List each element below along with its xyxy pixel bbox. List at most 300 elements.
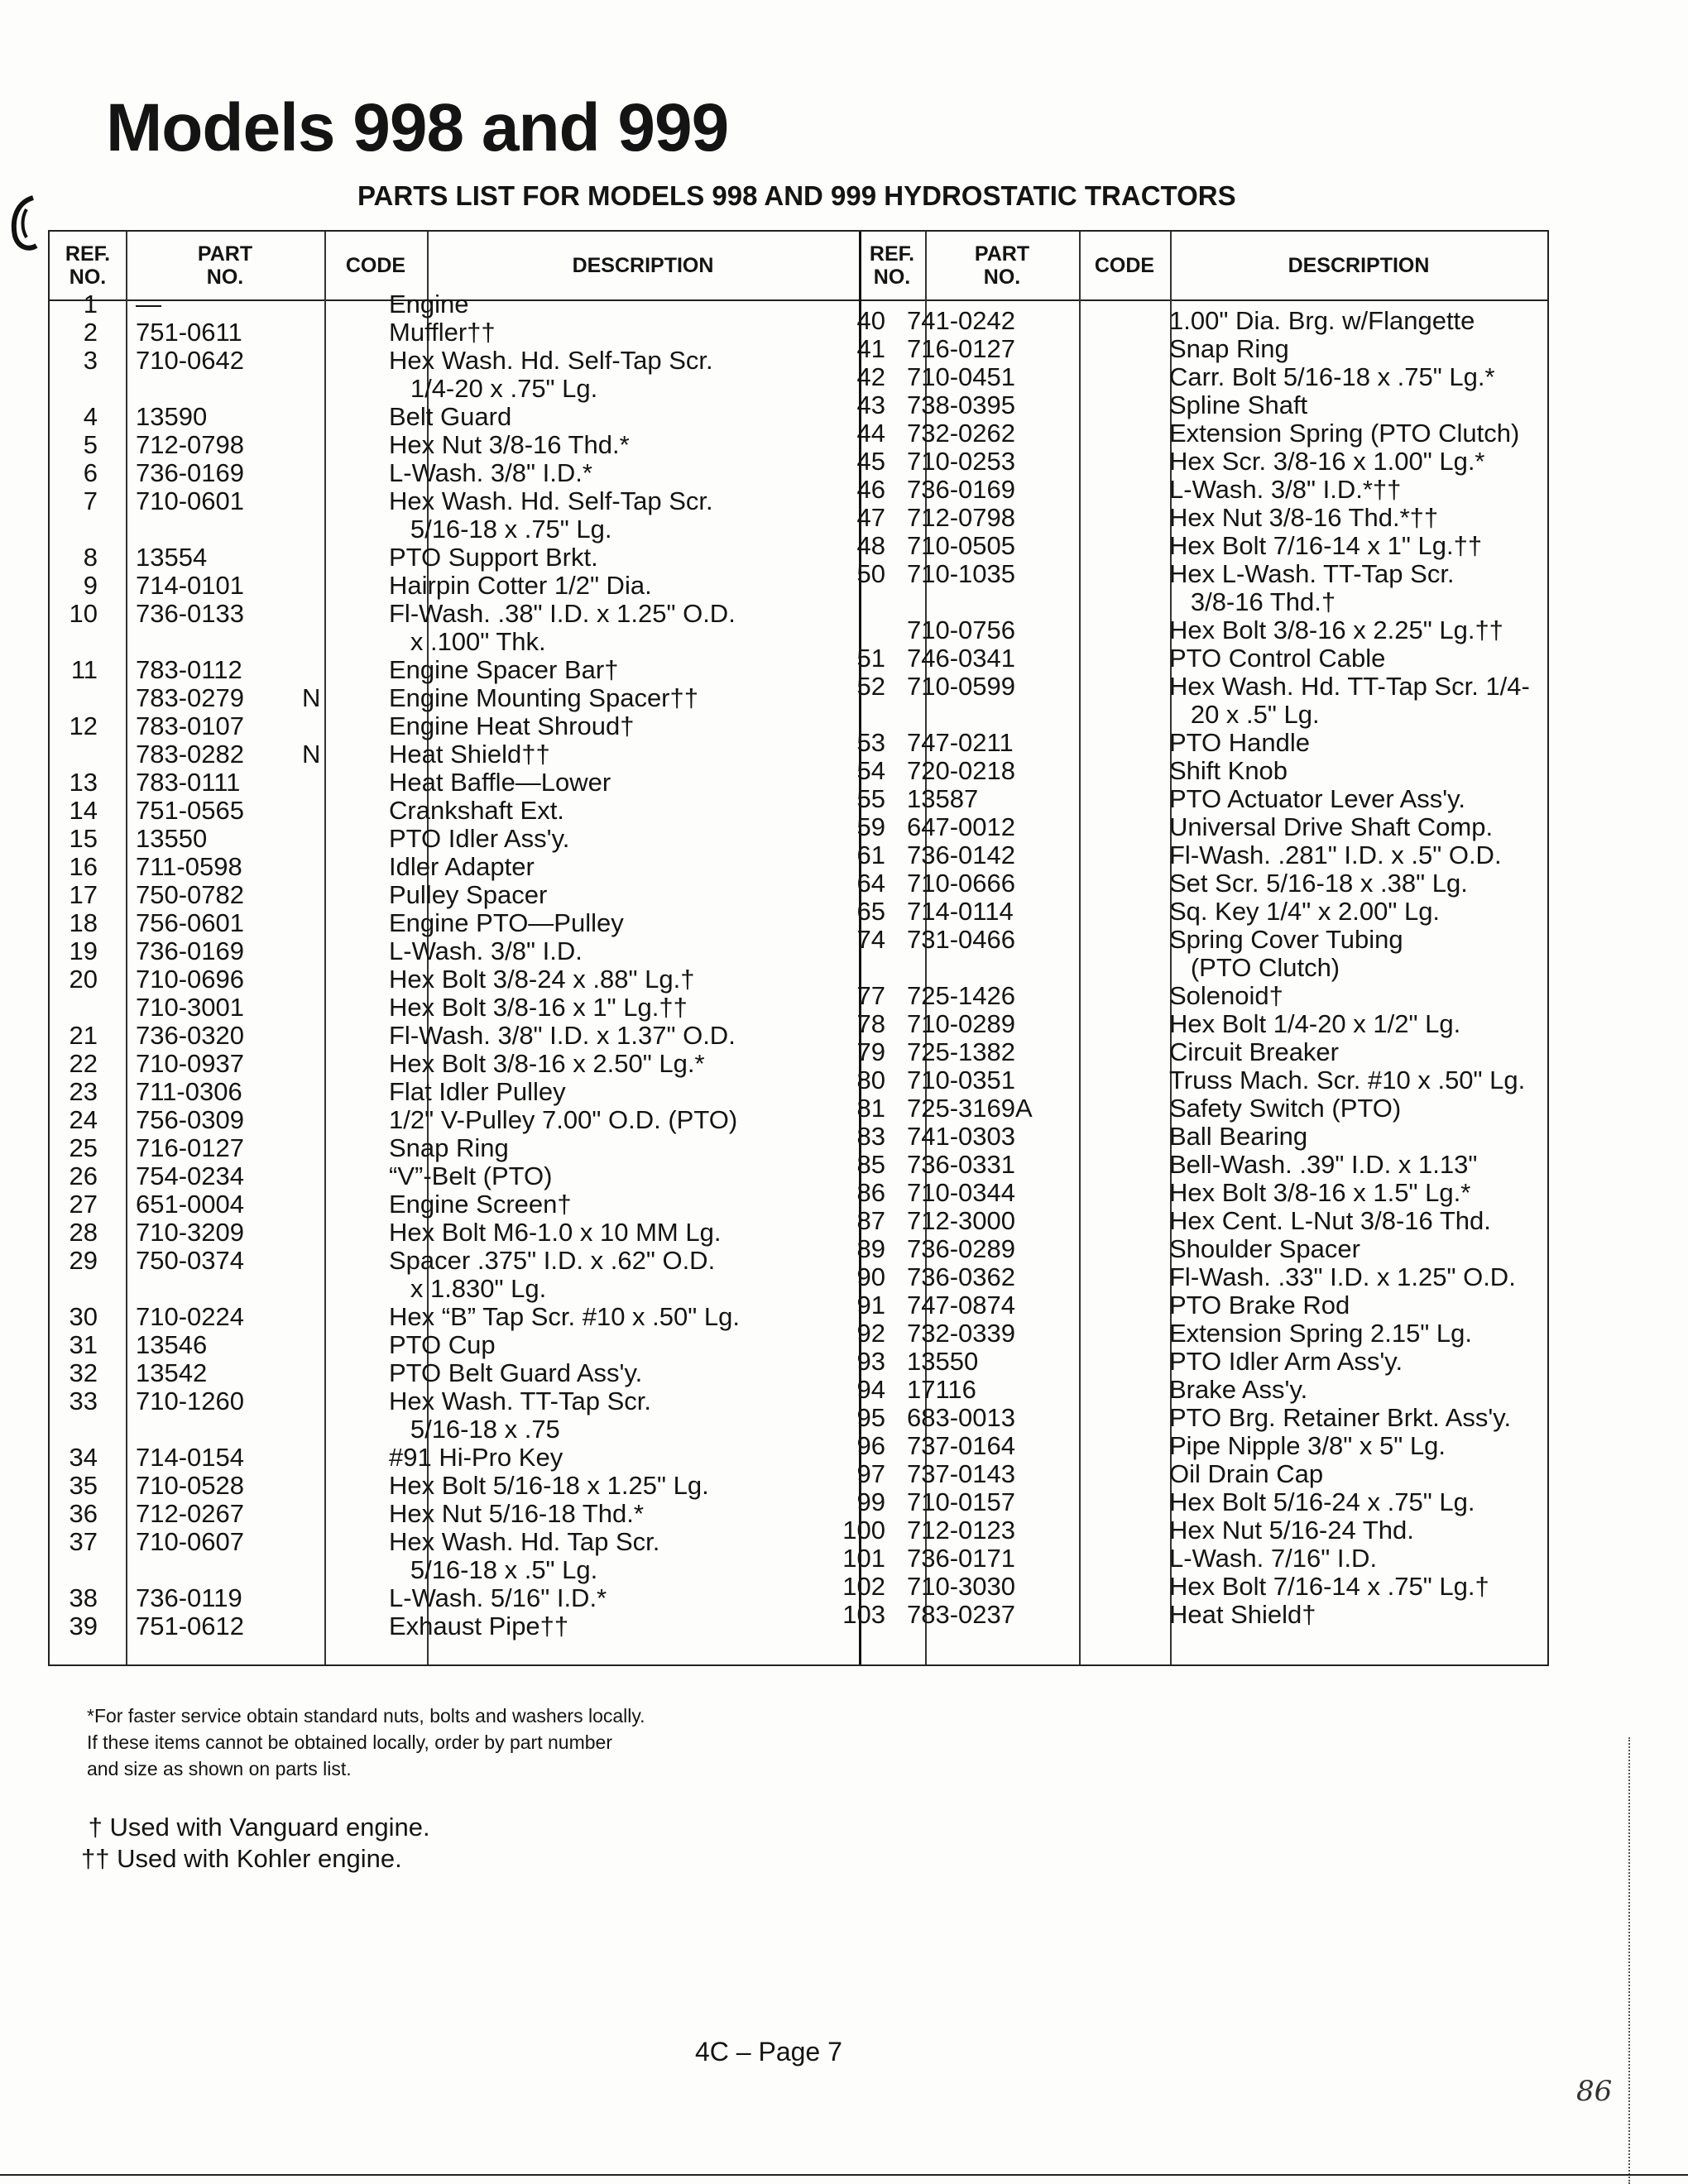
ref-number: 7 (83, 486, 98, 515)
ref-number: 53 (856, 728, 885, 757)
ref-number: 37 (69, 1527, 98, 1556)
bottom-rule (0, 2174, 1688, 2176)
description: Sq. Key 1/4" x 2.00" Lg. (1169, 897, 1441, 926)
description: Muffler†† (389, 318, 496, 347)
description: PTO Brg. Retainer Brkt. Ass'y. (1169, 1403, 1512, 1432)
table-row (809, 306, 1547, 334)
part-number: 13590 (136, 402, 208, 431)
description: 20 x .5" Lg. (1169, 700, 1320, 729)
part-number: 750-0782 (136, 880, 245, 909)
ref-number: 28 (69, 1218, 98, 1247)
ref-number: 13 (69, 768, 98, 797)
description: 5/16-18 x .75 (389, 1415, 560, 1444)
part-number: 710-0937 (136, 1049, 245, 1078)
description: Engine Screen† (389, 1190, 572, 1219)
table-row (50, 1527, 809, 1555)
description: PTO Idler Ass'y. (389, 824, 570, 853)
part-number: 741-0242 (907, 306, 1016, 335)
table-row (809, 1431, 1547, 1459)
description: Heat Shield† (1169, 1600, 1316, 1629)
part-number: 783-0112 (136, 655, 242, 684)
part-number: 737-0164 (907, 1431, 1016, 1460)
handwritten-page-mark: 86 (1576, 2075, 1613, 2108)
ref-number: 44 (856, 419, 885, 448)
page-number: 4C – Page 7 (695, 2037, 842, 2067)
description: Hex Wash. Hd. TT-Tap Scr. 1/4- (1169, 672, 1530, 701)
description: PTO Belt Guard Ass'y. (389, 1358, 643, 1387)
part-number: 736-0119 (136, 1583, 242, 1612)
table-row (809, 1516, 1547, 1544)
description: Truss Mach. Scr. #10 x .50" Lg. (1169, 1066, 1526, 1094)
description: Extension Spring 2.15" Lg. (1169, 1319, 1473, 1348)
header-code-left: CODE (345, 254, 406, 277)
description: Set Scr. 5/16-18 x .38" Lg. (1169, 869, 1468, 898)
ref-number: 97 (856, 1459, 885, 1488)
description: Idler Adapter (389, 852, 535, 881)
table-row (50, 1330, 809, 1358)
ref-number: 35 (69, 1471, 98, 1500)
description: (PTO Clutch) (1169, 953, 1340, 982)
table-row (50, 1443, 809, 1471)
part-number: 710-3209 (136, 1218, 245, 1247)
table-row (809, 362, 1547, 390)
part-number: 651-0004 (136, 1190, 245, 1219)
ref-number: 22 (69, 1049, 98, 1078)
table-row (50, 515, 809, 543)
table-row (50, 543, 809, 571)
part-number: 710-1035 (907, 559, 1016, 588)
description: Engine Heat Shroud† (389, 711, 635, 740)
table-row (50, 571, 809, 599)
page-subtitle: PARTS LIST FOR MODELS 998 AND 999 HYDROSTATIC TRACTORS (357, 180, 1236, 211)
description: Hex Bolt 3/8-24 x .88" Lg.† (389, 965, 695, 994)
table-row (50, 1049, 809, 1077)
table-row (50, 993, 809, 1021)
table-row (50, 1190, 809, 1218)
table-row (50, 908, 809, 936)
table-row (809, 784, 1547, 812)
ref-number: 1 (83, 290, 98, 318)
ref-number: 6 (83, 458, 98, 487)
table-row (809, 1234, 1547, 1262)
description: L-Wash. 3/8" I.D. (389, 936, 583, 965)
part-number: 710-0642 (136, 346, 245, 375)
description: Universal Drive Shaft Comp. (1169, 812, 1494, 841)
part-number: 712-0267 (136, 1499, 245, 1528)
table-row (809, 1206, 1547, 1234)
ref-number: 59 (856, 812, 885, 841)
table-row (50, 458, 809, 486)
ref-number: 41 (856, 334, 885, 363)
description: x .100" Thk. (389, 627, 546, 656)
description: Pulley Spacer (389, 880, 548, 909)
part-number: 710-0224 (136, 1302, 245, 1331)
description: Ball Bearing (1169, 1122, 1308, 1151)
part-number: 725-3169A (907, 1094, 1033, 1123)
part-number: 13550 (907, 1347, 979, 1376)
binding-dotted-line (1628, 1737, 1630, 2184)
description: Engine Mounting Spacer†† (389, 683, 698, 712)
table-row (809, 981, 1547, 1009)
part-number: 783-0237 (907, 1600, 1016, 1629)
ref-number: 55 (856, 784, 885, 813)
ref-number: 15 (69, 824, 98, 853)
part-number: 736-0362 (907, 1262, 1016, 1291)
ref-number: 99 (856, 1487, 885, 1516)
ref-number: 32 (69, 1358, 98, 1387)
part-number: 783-0111 (136, 768, 241, 797)
ref-number: 19 (69, 936, 98, 965)
page-title: Models 998 and 999 (106, 90, 729, 165)
left-parts-column (50, 290, 809, 1640)
part-number: 783-0282 (136, 740, 245, 769)
description: Spacer .375" I.D. x .62" O.D. (389, 1246, 716, 1275)
ref-number: 95 (856, 1403, 885, 1432)
ref-number: 21 (69, 1021, 98, 1050)
description: Pipe Nipple 3/8" x 5" Lg. (1169, 1431, 1446, 1460)
legend-vanguard: † Used with Vanguard engine. (81, 1813, 430, 1842)
description: Hex “B” Tap Scr. #10 x .50" Lg. (389, 1302, 740, 1331)
table-row (809, 925, 1547, 953)
ref-number: 2 (83, 318, 98, 347)
description: Heat Baffle—Lower (389, 768, 611, 797)
table-row (50, 1274, 809, 1302)
part-number: 710-0607 (136, 1527, 245, 1556)
part-number: 732-0339 (907, 1319, 1016, 1348)
description: L-Wash. 5/16" I.D.* (389, 1583, 607, 1612)
table-row (50, 599, 809, 627)
table-row (809, 587, 1547, 615)
part-number: 710-0451 (907, 362, 1016, 391)
ref-number: 93 (856, 1347, 885, 1376)
part-number: 736-0320 (136, 1021, 245, 1050)
description: Engine PTO—Pulley (389, 908, 624, 937)
description: 1/4-20 x .75" Lg. (389, 374, 598, 403)
description: PTO Handle (1169, 728, 1311, 757)
part-number: 714-0114 (907, 897, 1014, 926)
description: Fl-Wash. .33" I.D. x 1.25" O.D. (1169, 1262, 1516, 1291)
description: Crankshaft Ext. (389, 796, 564, 825)
table-row (809, 1178, 1547, 1206)
description: Hex Bolt 7/16-14 x .75" Lg.† (1169, 1572, 1489, 1601)
ref-number: 5 (83, 430, 98, 459)
description: Brake Ass'y. (1169, 1375, 1308, 1404)
description: Fl-Wash. .281" I.D. x .5" O.D. (1169, 841, 1502, 869)
table-row (809, 672, 1547, 700)
part-number: — (136, 290, 161, 318)
part-number: 756-0601 (136, 908, 245, 937)
ref-number: 20 (69, 965, 98, 994)
part-number: 710-0289 (907, 1009, 1016, 1038)
ref-number: 94 (856, 1375, 885, 1404)
part-number: 710-3030 (907, 1572, 1016, 1601)
description: Shift Knob (1169, 756, 1288, 785)
description: 1.00" Dia. Brg. w/Flangette (1169, 306, 1475, 335)
description: Hex Nut 3/8-16 Thd.*†† (1169, 503, 1439, 532)
description: Safety Switch (PTO) (1169, 1094, 1402, 1123)
table-row (809, 531, 1547, 559)
part-number: 647-0012 (907, 812, 1016, 841)
description: Hex Bolt 5/16-18 x 1.25" Lg. (389, 1471, 709, 1500)
description: Hex L-Wash. TT-Tap Scr. (1169, 559, 1455, 588)
ref-number: 80 (856, 1066, 885, 1094)
table-row (50, 346, 809, 374)
part-number: 714-0154 (136, 1443, 245, 1472)
part-number: 716-0127 (136, 1133, 245, 1162)
ref-number: 38 (69, 1583, 98, 1612)
description: PTO Control Cable (1169, 644, 1386, 673)
table-row (50, 1302, 809, 1330)
table-row (50, 1105, 809, 1133)
ref-number: 85 (856, 1150, 885, 1179)
ref-number: 39 (69, 1612, 98, 1640)
part-number: 711-0306 (136, 1077, 242, 1106)
description: Hex Nut 5/16-24 Thd. (1169, 1516, 1414, 1545)
description: Fl-Wash. 3/8" I.D. x 1.37" O.D. (389, 1021, 736, 1050)
ref-number: 50 (856, 559, 885, 588)
part-number: 710-0756 (907, 615, 1016, 644)
part-number: 13546 (136, 1330, 208, 1359)
table-row (809, 841, 1547, 869)
part-number: 712-0798 (907, 503, 1016, 532)
part-number: 710-3001 (136, 993, 245, 1022)
table-row (809, 1094, 1547, 1122)
table-row (809, 1262, 1547, 1291)
ref-number: 96 (856, 1431, 885, 1460)
description: Hex Nut 5/16-18 Thd.* (389, 1499, 644, 1528)
table-row (809, 728, 1547, 756)
footnote-line: *For faster service obtain standard nuts, bolts and washers locally. (87, 1705, 645, 1727)
part-number: 710-0344 (907, 1178, 1016, 1207)
table-row (50, 1246, 809, 1274)
description: x 1.830" Lg. (389, 1274, 547, 1303)
table-row (50, 1021, 809, 1049)
part-number: 710-0696 (136, 965, 245, 994)
description: Hairpin Cotter 1/2" Dia. (389, 571, 652, 600)
table-row (50, 655, 809, 683)
description: Hex Bolt 1/4-20 x 1/2" Lg. (1169, 1009, 1461, 1038)
table-row (50, 1499, 809, 1527)
table-row (809, 1291, 1547, 1319)
part-number: 13587 (907, 784, 979, 813)
ref-number: 54 (856, 756, 885, 785)
part-number: 736-0171 (907, 1544, 1016, 1573)
table-row (50, 1077, 809, 1105)
ref-number: 14 (69, 796, 98, 825)
description: Hex Bolt M6-1.0 x 10 MM Lg. (389, 1218, 722, 1247)
part-number: 710-0666 (907, 869, 1016, 898)
table-row (809, 700, 1547, 728)
description: Heat Shield†† (389, 740, 550, 769)
ref-number: 83 (856, 1122, 885, 1151)
table-row (50, 1218, 809, 1246)
table-row (50, 402, 809, 430)
part-number: 738-0395 (907, 390, 1016, 419)
footnote-line: If these items cannot be obtained locally, order by part number (87, 1731, 612, 1753)
description: PTO Support Brkt. (389, 543, 598, 572)
description: PTO Cup (389, 1330, 496, 1359)
part-number: 736-0133 (136, 599, 245, 628)
table-row (50, 711, 809, 740)
part-number: 712-0123 (907, 1516, 1016, 1545)
part-number: 710-0253 (907, 447, 1016, 476)
table-row (809, 644, 1547, 672)
table-row (809, 503, 1547, 531)
table-row (50, 880, 809, 908)
table-row (809, 1150, 1547, 1178)
description: Hex Wash. Hd. Self-Tap Scr. (389, 346, 713, 375)
table-row (50, 1555, 809, 1583)
part-number: 710-0351 (907, 1066, 1016, 1094)
ref-number: 10 (69, 599, 98, 628)
part-number: 710-0157 (907, 1487, 1016, 1516)
parts-table (48, 230, 1549, 1666)
ref-number: 11 (70, 655, 98, 684)
part-number: 783-0279 (136, 683, 245, 712)
table-row (809, 812, 1547, 841)
ref-number: 89 (856, 1234, 885, 1263)
table-row (50, 430, 809, 458)
ref-number: 45 (856, 447, 885, 476)
description: Belt Guard (389, 402, 512, 431)
part-number: 736-0169 (136, 458, 245, 487)
description: Hex Bolt 3/8-16 x 2.50" Lg.* (389, 1049, 705, 1078)
part-number: 710-0599 (907, 672, 1016, 701)
part-number: 736-0169 (907, 475, 1016, 504)
part-number: 737-0143 (907, 1459, 1016, 1488)
ref-number: 34 (69, 1443, 98, 1472)
ref-number: 24 (69, 1105, 98, 1134)
part-number: 736-0142 (907, 841, 1016, 869)
ref-number: 77 (856, 981, 885, 1010)
engine-legend (81, 1812, 430, 1875)
description: Hex Bolt 3/8-16 x 1" Lg.†† (389, 993, 688, 1022)
table-row (50, 852, 809, 880)
ref-number: 91 (856, 1291, 885, 1320)
description: Solenoid† (1169, 981, 1283, 1010)
ref-number: 74 (856, 925, 885, 954)
ref-number: 65 (856, 897, 885, 926)
header-code-right: CODE (1094, 254, 1155, 277)
ref-number: 42 (856, 362, 885, 391)
table-row (809, 756, 1547, 784)
description: Hex Wash. Hd. Tap Scr. (389, 1527, 660, 1556)
part-number: 725-1426 (907, 981, 1016, 1010)
ref-number: 92 (856, 1319, 885, 1348)
table-row (809, 390, 1547, 419)
table-row (50, 1133, 809, 1161)
part-number: 716-0127 (907, 334, 1016, 363)
table-row (809, 1122, 1547, 1150)
description: Hex Wash. TT-Tap Scr. (389, 1387, 651, 1415)
header-description-left: DESCRIPTION (572, 254, 714, 277)
header-part-right: PART NO. (974, 242, 1030, 289)
part-number: 710-0601 (136, 486, 245, 515)
part-number: 783-0107 (136, 711, 245, 740)
description: Oil Drain Cap (1169, 1459, 1324, 1488)
description: Snap Ring (1169, 334, 1289, 363)
table-row (50, 796, 809, 824)
ref-number: 47 (856, 503, 885, 532)
table-row (50, 1612, 809, 1640)
part-number: 736-0169 (136, 936, 245, 965)
table-row (809, 1037, 1547, 1066)
header-description-right: DESCRIPTION (1288, 254, 1430, 277)
table-row (50, 1583, 809, 1612)
part-number: 725-1382 (907, 1037, 1016, 1066)
ref-number: 23 (69, 1077, 98, 1106)
table-row (809, 1544, 1547, 1572)
table-row (809, 615, 1547, 644)
part-number: 741-0303 (907, 1122, 1016, 1151)
part-number: 756-0309 (136, 1105, 245, 1134)
description: PTO Idler Arm Ass'y. (1169, 1347, 1403, 1376)
description: Engine Spacer Bar† (389, 655, 619, 684)
table-row (50, 318, 809, 346)
table-row (50, 1358, 809, 1387)
table-row: 783-0279 N Engine Mounting Spacer†† (136, 683, 698, 712)
part-number: 720-0218 (907, 756, 1016, 785)
description: Hex Scr. 3/8-16 x 1.00" Lg.* (1169, 447, 1485, 476)
description: Fl-Wash. .38" I.D. x 1.25" O.D. (389, 599, 736, 628)
part-number: 710-0505 (907, 531, 1016, 560)
table-row (809, 897, 1547, 925)
description: Snap Ring (389, 1133, 509, 1162)
description: “V”-Belt (PTO) (389, 1161, 553, 1190)
part-number: 683-0013 (907, 1403, 1016, 1432)
ref-number: 46 (856, 475, 885, 504)
description: Circuit Breaker (1169, 1037, 1339, 1066)
description: 5/16-18 x .5" Lg. (389, 1555, 598, 1584)
header-ref-right: REF. NO. (869, 242, 915, 289)
part-number: 714-0101 (136, 571, 245, 600)
part-number: 751-0612 (136, 1612, 245, 1640)
part-number: 710-0528 (136, 1471, 245, 1500)
part-number: 751-0611 (136, 318, 242, 347)
ref-number: 25 (69, 1133, 98, 1162)
part-number: 711-0598 (136, 852, 242, 881)
ref-number: 86 (856, 1178, 885, 1207)
description: Hex Bolt 3/8-16 x 2.25" Lg.†† (1169, 615, 1503, 644)
table-row (50, 1161, 809, 1190)
description: PTO Actuator Lever Ass'y. (1169, 784, 1465, 813)
table-row (809, 419, 1547, 447)
table-row (809, 475, 1547, 503)
description: Flat Idler Pulley (389, 1077, 566, 1106)
ref-number: 48 (856, 531, 885, 560)
part-number: 751-0565 (136, 796, 245, 825)
part-number: 747-0874 (907, 1291, 1016, 1320)
ref-number: 33 (69, 1387, 98, 1415)
table-row (50, 627, 809, 655)
header-ref-left: REF. NO. (65, 242, 111, 289)
table-row (50, 965, 809, 993)
table-row (809, 1487, 1547, 1516)
description: Hex Bolt 7/16-14 x 1" Lg.†† (1169, 531, 1483, 560)
table-row (50, 936, 809, 965)
ref-number: 81 (856, 1094, 885, 1123)
table-row (809, 1319, 1547, 1347)
description: Bell-Wash. .39" I.D. x 1.13" (1169, 1150, 1478, 1179)
table-row (50, 824, 809, 852)
table-row (809, 1347, 1547, 1375)
table-row (809, 1066, 1547, 1094)
ref-number: 26 (69, 1161, 98, 1190)
ref-number: 29 (69, 1246, 98, 1275)
part-number: 710-1260 (136, 1387, 245, 1415)
table-row (50, 374, 809, 402)
table-row (809, 1459, 1547, 1487)
